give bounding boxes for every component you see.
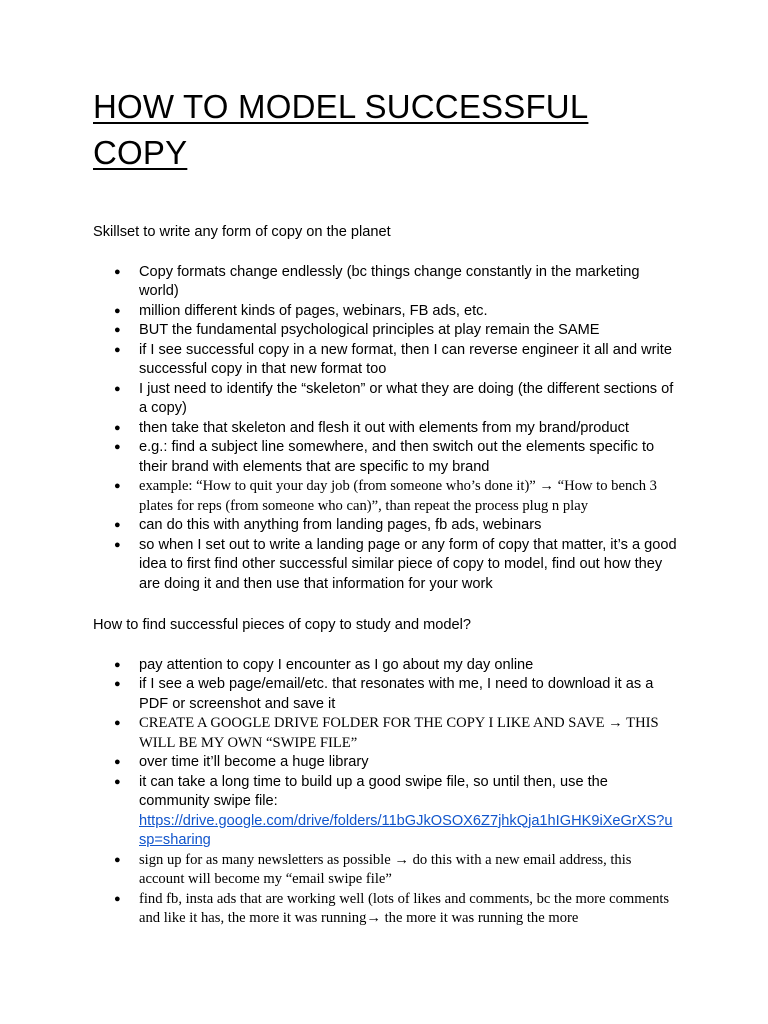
list-item: ● e.g.: find a subject line somewhere, and then switch out the elements specific to their brand with elements that are specific to my brand (93, 438, 678, 477)
section-2-list (93, 656, 678, 929)
list-item: ● pay attention to copy I encounter as I go about my day online (93, 656, 678, 676)
list-item: ● I just need to identify the “skeleton” or what they are doing (the different sections of a copy) (93, 380, 678, 419)
section-1-heading: Skillset to write any form of copy on the planet (93, 224, 391, 240)
list-item: ● over time it’ll become a huge library (93, 753, 678, 773)
page-title (93, 84, 678, 176)
list-item: ● sign up for as many newsletters as possible → do this with a new email address, this account will become my “email swipe file” (93, 851, 678, 890)
list-item: ● million different kinds of pages, webinars, FB ads, etc. (93, 302, 678, 322)
list-item: ● BUT the fundamental psychological principles at play remain the SAME (93, 321, 678, 341)
list-item: ● example: “How to quit your day job (from someone who’s done it)” → “How to bench 3 plates for reps (from someone who can)”, than repeat the process plug n play (93, 477, 678, 516)
document-page (93, 84, 678, 929)
list-item: ● if I see a web page/email/etc. that resonates with me, I need to download it as a PDF or screenshot and save it (93, 675, 678, 714)
title-line-2: COPY (93, 134, 188, 171)
list-item-with-link (93, 773, 678, 851)
list-item: ● so when I set out to write a landing page or any form of copy that matter, it’s a good idea to first find other successful similar piece of copy to model, find out how they are doing it and then use that information for your work (93, 536, 678, 595)
list-item: ● CREATE A GOOGLE DRIVE FOLDER FOR THE COPY I LIKE AND SAVE → THIS WILL BE MY OWN “SWIPE FILE” (93, 714, 678, 753)
section-1-list (93, 263, 678, 595)
list-item: ● Copy formats change endlessly (bc things change constantly in the marketing world) (93, 263, 678, 302)
list-item: ● then take that skeleton and flesh it out with elements from my brand/product (93, 419, 678, 439)
title-line-1: HOW TO MODEL SUCCESSFUL (93, 88, 589, 125)
swipe-file-link[interactable]: https://drive.google.com/drive/folders/11bGJkOSOX6Z7jhkQja1hIGHK9iXeGrXS?usp=sharing (139, 812, 673, 848)
section-2-heading: How to find successful pieces of copy to study and model? (93, 617, 472, 633)
list-item: ● find fb, insta ads that are working well (lots of likes and comments, bc the more comments and like it has, the more it was running→ the more it was running the more (93, 890, 678, 929)
list-item-text: it can take a long time to build up a good swipe file, so until then, use the community swipe file: (139, 773, 608, 809)
list-item: ● can do this with anything from landing pages, fb ads, webinars (93, 516, 678, 536)
list-item: ● if I see successful copy in a new format, then I can reverse engineer it all and write successful copy in that new format too (93, 341, 678, 380)
